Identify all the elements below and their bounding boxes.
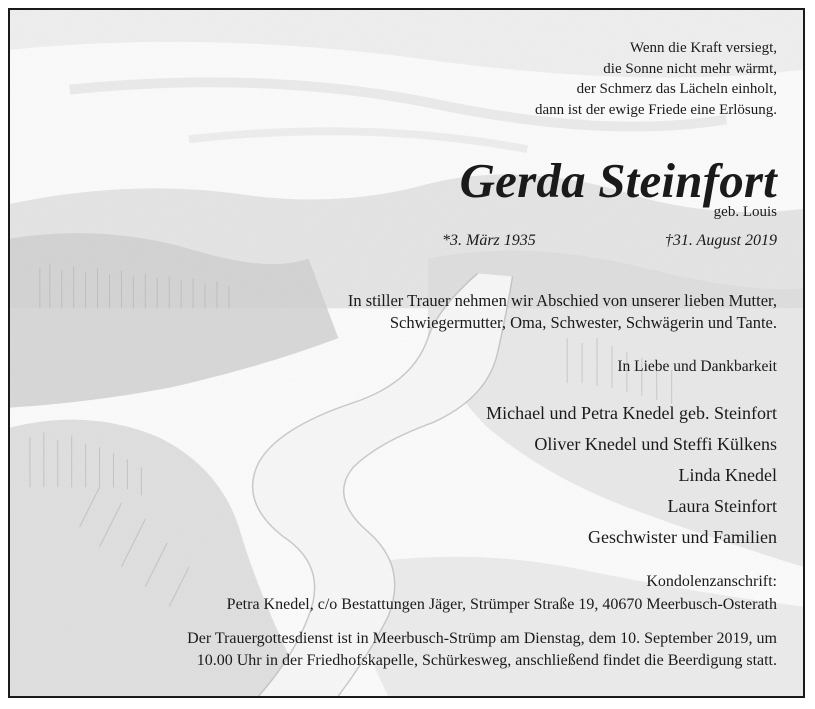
mourners-list	[486, 398, 777, 553]
farewell-text	[348, 290, 777, 334]
farewell-line: Schwiegermutter, Oma, Schwester, Schwägerin und Tante.	[389, 313, 777, 332]
death-date: †31. August 2019	[664, 232, 777, 249]
poem-line: Wenn die Kraft versiegt,	[629, 40, 777, 56]
poem	[535, 38, 777, 120]
poem-line: die Sonne nicht mehr wärmt,	[603, 60, 777, 77]
condolence-label: Kondolenzanschrift:	[646, 573, 777, 590]
mourner-name: Laura Steinfort	[667, 496, 777, 516]
condolence-address: Petra Knedel, c/o Bestattungen Jäger, Strümper Straße 19, 40670 Meerbusch-Osterath	[226, 596, 777, 613]
gratitude-line: In Liebe und Dankbarkeit	[617, 358, 777, 375]
mourner-name: Geschwister und Familien	[588, 527, 777, 547]
service-line: 10.00 Uhr in der Friedhofskapelle, Schürkesweg, anschließend findet die Beerdigung statt.	[196, 652, 777, 669]
poem-line: der Schmerz das Lächeln einholt,	[576, 81, 777, 97]
obituary-frame	[8, 8, 805, 698]
service-line: Der Trauergottesdienst ist in Meerbusch-Strümp am Dienstag, dem 10. September 2019, um	[187, 630, 777, 647]
obituary-content	[10, 10, 803, 696]
service-info	[187, 628, 777, 672]
farewell-line: In stiller Trauer nehmen wir Abschied von unserer lieben Mutter,	[347, 291, 777, 310]
mourner-name: Linda Knedel	[678, 465, 777, 485]
mourner-name: Michael und Petra Knedel geb. Steinfort	[486, 403, 777, 423]
birth-name: geb. Louis	[713, 204, 777, 220]
deceased-name: Gerda Steinfort	[459, 153, 777, 208]
mourner-name: Oliver Knedel und Steffi Külkens	[534, 434, 777, 454]
poem-line: dann ist der ewige Friede eine Erlösung.	[534, 101, 777, 118]
birth-date: *3. März 1935	[442, 232, 536, 249]
